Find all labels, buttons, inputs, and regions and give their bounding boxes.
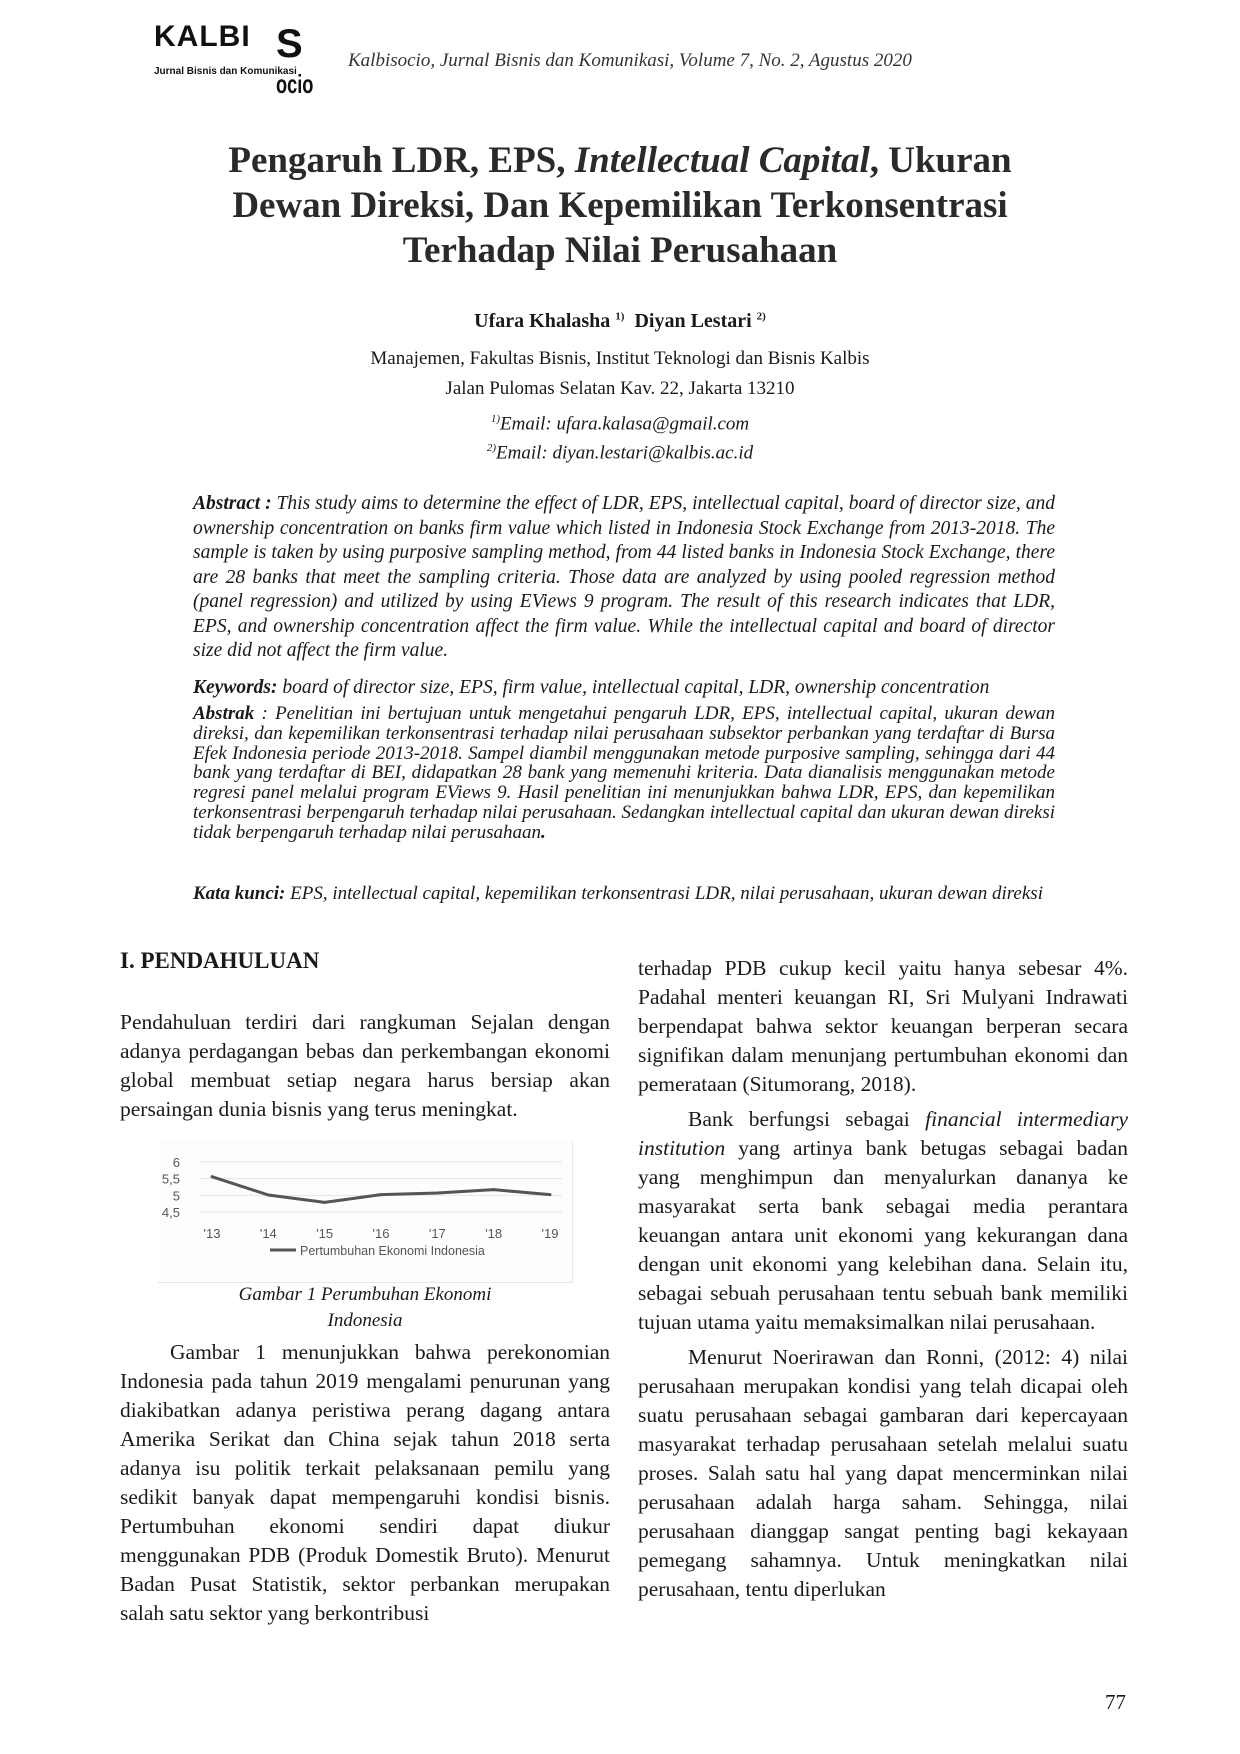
abstract-indonesian: Abstrak : Penelitian ini bertujuan untuk mengetahui pengaruh LDR, EPS, intellectual capital, ukuran dewan direksi, dan kepemilikan terkonsentrasi terhadap nilai perusahaan subsektor perbankan yang terdaftar di Bursa Efek Indonesia periode 2013-2018. Sampel diambil menggunakan metode purposive sampling, sehingga dari 44 bank yang terdaftar di BEI, didapatkan 28 bank yang memenuhi kriteria. Data dianalisis menggunakan metode regresi panel melalui program EViews 9. Hasil penelitian ini menunjukkan bahwa LDR, EPS, dan kepemilikan terkonsentrasi berpengaruh terhadap nilai perusahaan. Sedangkan intellectual capital dan ukuran dewan direksi tidak berpengaruh terhadap nilai perusahaan. [193, 703, 1055, 843]
email-1-link[interactable]: Email: ufara.kalasa@gmail.com [500, 413, 750, 435]
affiliation-line-1: Manajemen, Fakultas Bisnis, Institut Teknologi dan Bisnis Kalbis [370, 348, 870, 369]
page-number: 77 [1105, 1690, 1126, 1714]
data-point [492, 1188, 495, 1191]
figure-1-caption: Gambar 1 Perumbuhan Ekonomi Indonesia [238, 1284, 492, 1331]
journal-citation: Kalbisocio, Jurnal Bisnis dan Komunikasi, Volume 7, No. 2, Agustus 2020 [348, 50, 912, 71]
right-paragraph-2: Bank berfungsi sebagai financial intermediary institution yang artinya bank betugas sebagai badan yang menghimpun dan menyalurkan dananya ke masyarakat serta bank sebagai media perantara keuangan antara unit ekonomi yang kekurangan dana dengan unit ekonomi yang kelebihan dana. Selain itu, sebagai sebuah perusahaan tentu sebuah bank memiliki tujuan utama yaitu memaksimalkan nilai perusahaan. [638, 1107, 1128, 1334]
y-tick-label: 5,5 [161, 1171, 180, 1187]
data-point [211, 1175, 214, 1178]
email-2: $^{2)}$Email: diyan.lestari@kalbis.ac.id [486, 442, 754, 464]
right-paragraph-3: Menurut Noerirawan dan Ronni, (2012: 4) nilai perusahaan merupakan kondisi yang telah dicapai oleh suatu perusahaan sebagai gambaran dari kepercayaan masyarakat terhadap perusahaan setelah melalui suatu proses. Salah satu hal yang dapat mencerminkan nilai perusahaan adalah harga saham. Sehingga, nilai perusahaan dianggap sangat penting bagi kekayaan pemegang sahamnya. Untuk meningkatkan nilai perusahaan, tentu diperlukan [638, 1345, 1128, 1601]
data-point [323, 1201, 326, 1204]
author-list [120, 310, 1120, 333]
x-tick-label: '17 [428, 1226, 446, 1241]
data-point [549, 1193, 552, 1196]
abstract-label: Abstract : [193, 493, 277, 514]
title-line-3: Terhadap Nilai Perusahaan [402, 230, 838, 271]
x-tick-label: '13 [203, 1226, 221, 1241]
left-paragraph-2: Gambar 1 menunjukkan bahwa perekonomian Indonesia pada tahun 2019 mengalami penurunan yang diakibatkan adanya peristiwa perang dagang antara Amerika Serikat dan China sejak tahun 2018 serta adanya isu politik terkait pelaksanaan pemilu yang sedikit banyak dapat mempengaruhi kondisi bisnis. Pertumbuhan ekonomi sendiri dapat diukur menggunakan PDB (Produk Domestik Bruto). Menurut Badan Pusat Statistik, sektor perbankan merupakan salah satu sektor yang berkontribusi [120, 1340, 610, 1625]
kata-kunci-label: Kata kunci: [193, 883, 286, 904]
title-line-2: Dewan Direksi, Dan Kepemilikan Terkonsentrasi [232, 185, 1008, 226]
figure-1-chart [158, 1140, 573, 1283]
y-tick-label: 5 [172, 1188, 180, 1204]
logo-socio-rest: ocio [276, 69, 314, 99]
keywords-indonesian [193, 884, 1055, 904]
x-tick-label: '15 [316, 1226, 334, 1241]
logo-kalbi: KALBI [154, 20, 251, 53]
abstract-english [193, 492, 1055, 664]
author-2-sup: 2) [756, 310, 766, 323]
keywords-label: Keywords: [193, 677, 278, 698]
journal-logo [152, 18, 332, 99]
right-column [638, 954, 1128, 1604]
affiliation-line-2: Jalan Pulomas Selatan Kav. 22, Jakarta 13210 [445, 378, 795, 399]
keywords-text: board of director size, EPS, firm value, intellectual capital, LDR, ownership concentration [277, 677, 990, 698]
x-tick-label: '16 [372, 1226, 390, 1241]
x-tick-label: '18 [485, 1226, 503, 1241]
logo-socio-s: S [276, 22, 303, 66]
section-heading: I. PENDAHULUAN [120, 948, 320, 973]
email-1: $^{1)}$Email: ufara.kalasa@gmail.com [490, 413, 750, 435]
series-line [212, 1177, 550, 1203]
author-1: Ufara Khalasha [474, 310, 611, 332]
legend-label: Pertumbuhan Ekonomi Indonesia [300, 1244, 485, 1258]
growth-line-chart [158, 1140, 572, 1282]
author-2: Diyan Lestari [634, 310, 752, 332]
left-paragraph-1: Pendahuluan terdiri dari rangkuman Sejalan dengan adanya perdagangan bebas dan perkembangan ekonomi global membuat setiap negara harus bersiap akan persaingan dunia bisnis yang terus meningkat. [120, 1010, 610, 1121]
author-1-sup: 1) [615, 310, 625, 323]
kata-kunci-text: EPS, intellectual capital, kepemilikan terkonsentrasi LDR, nilai perusahaan, ukuran dewan direksi [285, 883, 1043, 904]
paper-title [120, 138, 1120, 273]
abstrak-label: Abstrak [193, 703, 255, 724]
y-tick-label: 6 [172, 1155, 180, 1170]
abstrak-text: : Penelitian ini bertujuan untuk mengetahui pengaruh LDR, EPS, intellectual capital, ukuran dewan direksi, dan kepemilikan terkonsentrasi terhadap nilai perusahaan subsektor perbankan yang terdaftar di Bursa Efek Indonesia periode 2013-2018. Sampel diambil menggunakan metode purposive sampling, sehingga dari 44 bank yang terdaftar di BEI, didapatkan 28 bank yang memenuhi kriteria. Data dianalisis menggunakan metode regresi panel melalui program EViews 9. Hasil penelitian ini menunjukkan bahwa LDR, EPS, dan kepemilikan terkonsentrasi berpengaruh terhadap nilai perusahaan. Sedangkan intellectual capital dan ukuran dewan direksi tidak berpengaruh terhadap nilai perusahaan [193, 703, 1055, 843]
keywords-english [193, 676, 1055, 701]
x-tick-label: '19 [541, 1226, 559, 1241]
abstract-text: This study aims to determine the effect of LDR, EPS, intellectual capital, board of director size, and ownership concentration on banks firm value which listed in Indonesia Stock Exchange from 2013-2018. The sample is taken by using purposive sampling method, from 44 listed banks in Indonesia Stock Exchange, there are 28 banks that meet the sampling criteria. Those data are analyzed by using pooled regression method (panel regression) and utilized by using EViews 9 program. The result of this research indicates that LDR, EPS, and ownership concentration affect the firm value. While the intellectual capital and board of director size did not affect the firm value. [193, 493, 1056, 661]
y-tick-label: 4,5 [161, 1205, 180, 1220]
right-paragraph-1: terhadap PDB cukup kecil yaitu hanya sebesar 4%. Padahal menteri keuangan RI, Sri Mulyani Indrawati berpendapat bahwa sektor keuangan berperan secara signifikan dalam menunjang pertumbuhan ekonomi dan pemerataan (Situmorang, 2018). [638, 956, 1128, 1096]
title-line-1: Pengaruh LDR, EPS, Intellectual Capital, Ukuran [228, 140, 1012, 181]
logo-socio [276, 22, 332, 101]
logo-subtitle: Jurnal Bisnis dan Komunikasi [154, 66, 297, 77]
x-tick-label: '14 [259, 1226, 277, 1241]
data-point [380, 1193, 383, 1196]
journal-header [152, 18, 1112, 99]
data-point [436, 1192, 439, 1195]
data-point [267, 1194, 270, 1197]
email-2-link[interactable]: Email: diyan.lestari@kalbis.ac.id [496, 442, 754, 464]
